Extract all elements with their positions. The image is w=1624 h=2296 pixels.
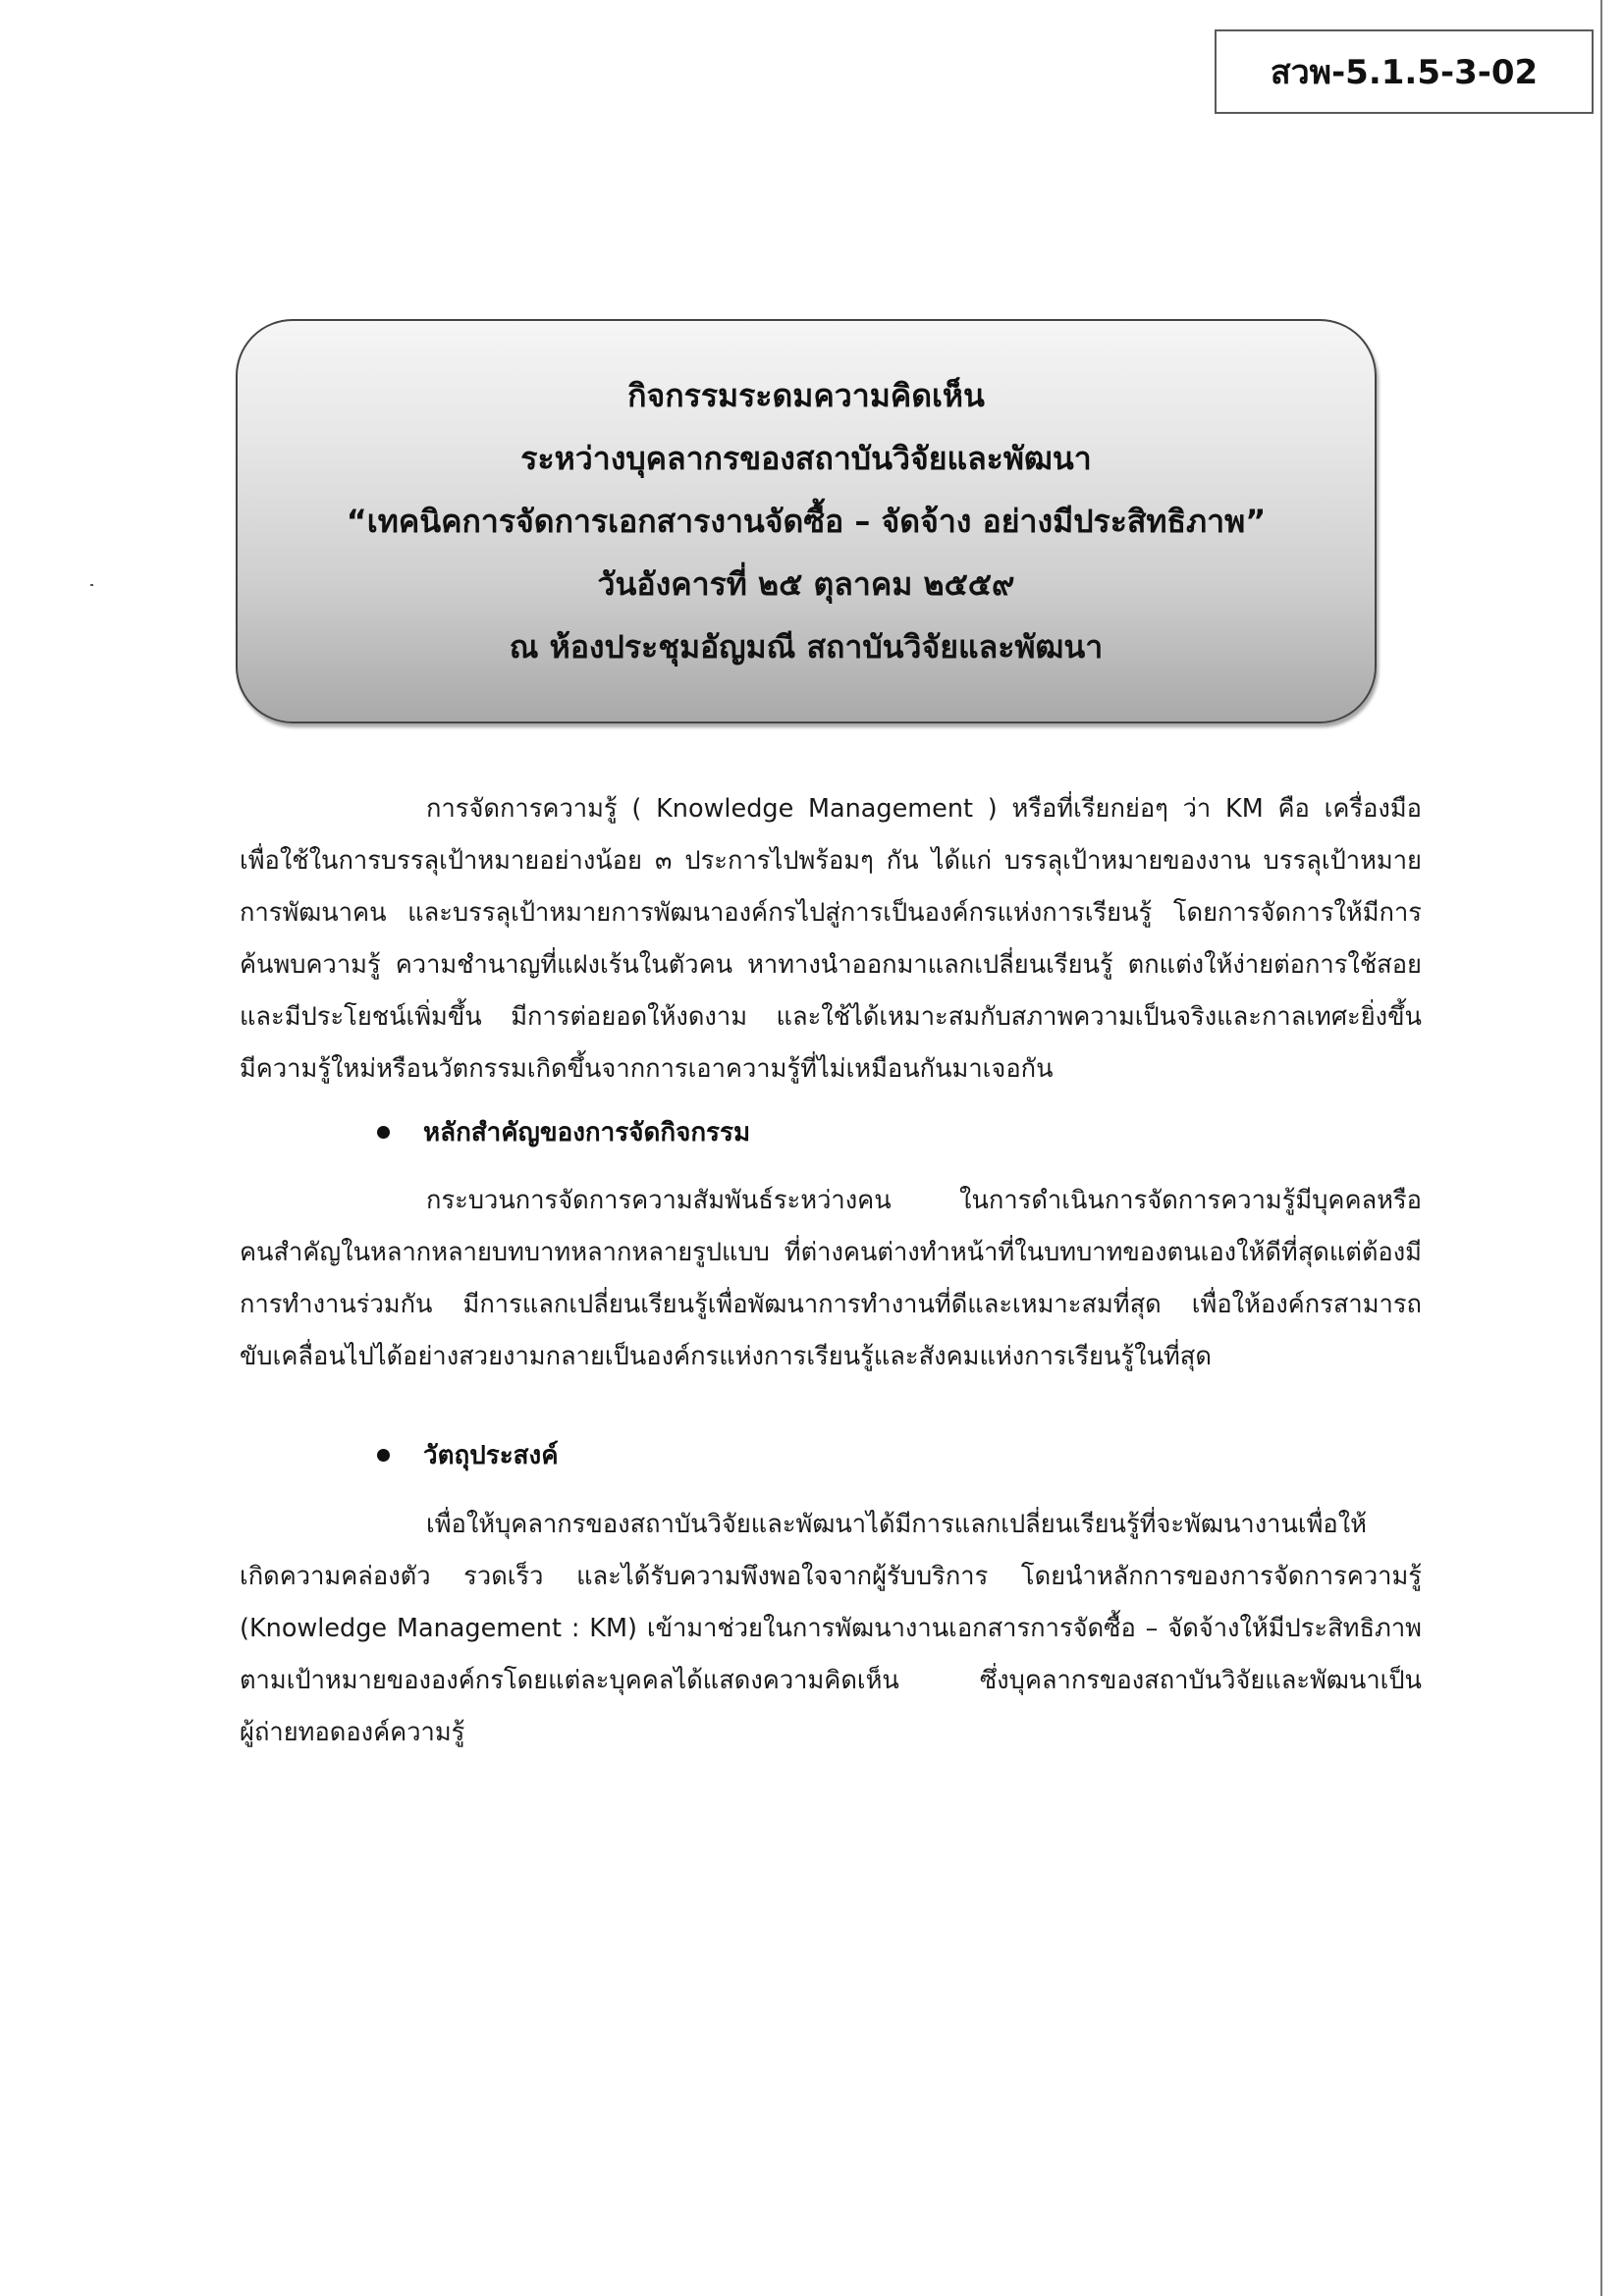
principles-line: การทำงานร่วมกัน มีการแลกเปลี่ยนเรียนรู้เพื่อพัฒนาการทำงานที่ดีและเหมาะสมที่สุด เพื่อให้องค์กรสามารถ [240, 1290, 1422, 1319]
bullet-icon [377, 1449, 390, 1462]
principles-line: กระบวนการจัดการความสัมพันธ์ระหว่างคน ในการดำเนินการจัดการความรู้มีบุคคลหรือ [426, 1186, 1422, 1215]
title-line-date: วันอังคารที่ ๒๕ ตุลาคม ๒๕๕๙ [597, 565, 1015, 603]
objectives-line: เกิดความคล่องตัว รวดเร็ว และได้รับความพึงพอใจจากผู้รับบริการ โดยนำหลักการของการจัดการความรู้ [240, 1562, 1422, 1591]
objectives-line: เพื่อให้บุคลากรของสถาบันวิจัยและพัฒนาได้มีการแลกเปลี่ยนเรียนรู้ที่จะพัฒนางานเพื่อให้ [426, 1510, 1367, 1539]
intro-line: ค้นพบความรู้ ความชำนาญที่แฝงเร้นในตัวคน หาทางนำออกมาแลกเปลี่ยนเรียนรู้ ตกแต่งให้ง่ายต่อการใช้สอย [240, 950, 1422, 980]
bullet-icon [377, 1126, 390, 1139]
section-heading-label: หลักสำคัญของการจัดกิจกรรม [423, 1118, 751, 1148]
section-heading-principles [377, 1112, 750, 1152]
principles-line: ขับเคลื่อนไปได้อย่างสวยงามกลายเป็นองค์กรแห่งการเรียนรู้และสังคมแห่งการเรียนรู้ในที่สุด [240, 1342, 1212, 1371]
intro-paragraph [240, 783, 1422, 1095]
objectives-paragraph [240, 1499, 1422, 1759]
title-line-venue: ณ ห้องประชุมอัญมณี สถาบันวิจัยและพัฒนา [509, 628, 1104, 666]
page-edge-line [1600, 0, 1602, 2296]
principles-line: คนสำคัญในหลากหลายบทบาทหลากหลายรูปแบบ ที่ต่างคนต่างทำหน้าที่ในบทบาทของตนเองให้ดีที่สุดแต่ต้องมี [240, 1238, 1422, 1267]
intro-line: การจัดการความรู้ ( Knowledge Management ) หรือที่เรียกย่อๆ ว่า KM คือ เครื่องมือ [426, 794, 1422, 824]
section-heading-objectives [377, 1435, 559, 1475]
document-code: สวพ-5.1.5-3-02 [1270, 53, 1539, 92]
title-line-activity: กิจกรรมระดมความคิดเห็น [627, 377, 985, 414]
objectives-line: (Knowledge Management : KM) เข้ามาช่วยในการพัฒนางานเอกสารการจัดซื้อ – จัดจ้างให้มีประสิทธิภาพ [240, 1614, 1422, 1643]
scan-speck [90, 584, 93, 586]
title-line-participants: ระหว่างบุคลากรของสถาบันวิจัยและพัฒนา [520, 440, 1092, 477]
section-heading-label: วัตถุประสงค์ [423, 1441, 559, 1470]
objectives-line: ผู้ถ่ายทอดองค์ความรู้ [240, 1718, 465, 1747]
objectives-line: ตามเป้าหมายขององค์กรโดยแต่ละบุคคลได้แสดงความคิดเห็น ซึ่งบุคลากรของสถาบันวิจัยและพัฒนาเป็น [240, 1666, 1422, 1695]
intro-line: และมีประโยชน์เพิ่มขึ้น มีการต่อยอดให้งดงาม และใช้ได้เหมาะสมกับสภาพความเป็นจริงและกาลเทศะยิ่งขึ้น [240, 1002, 1422, 1032]
intro-line: เพื่อใช้ในการบรรลุเป้าหมายอย่างน้อย ๓ ประการไปพร้อมๆ กัน ได้แก่ บรรลุเป้าหมายของงาน บรรลุเป้าหมาย [240, 846, 1422, 876]
document-code-box [1215, 29, 1594, 114]
title-line-topic: “เทคนิคการจัดการเอกสารงานจัดซื้อ – จัดจ้าง อย่างมีประสิทธิภาพ” [346, 503, 1267, 540]
title-banner [236, 319, 1377, 723]
intro-line: การพัฒนาคน และบรรลุเป้าหมายการพัฒนาองค์กรไปสู่การเป็นองค์กรแห่งการเรียนรู้ โดยการจัดการให้มีการ [240, 898, 1422, 928]
intro-line: มีความรู้ใหม่หรือนวัตกรรมเกิดขึ้นจากการเอาความรู้ที่ไม่เหมือนกันมาเจอกัน [240, 1054, 1054, 1084]
principles-paragraph [240, 1175, 1422, 1383]
